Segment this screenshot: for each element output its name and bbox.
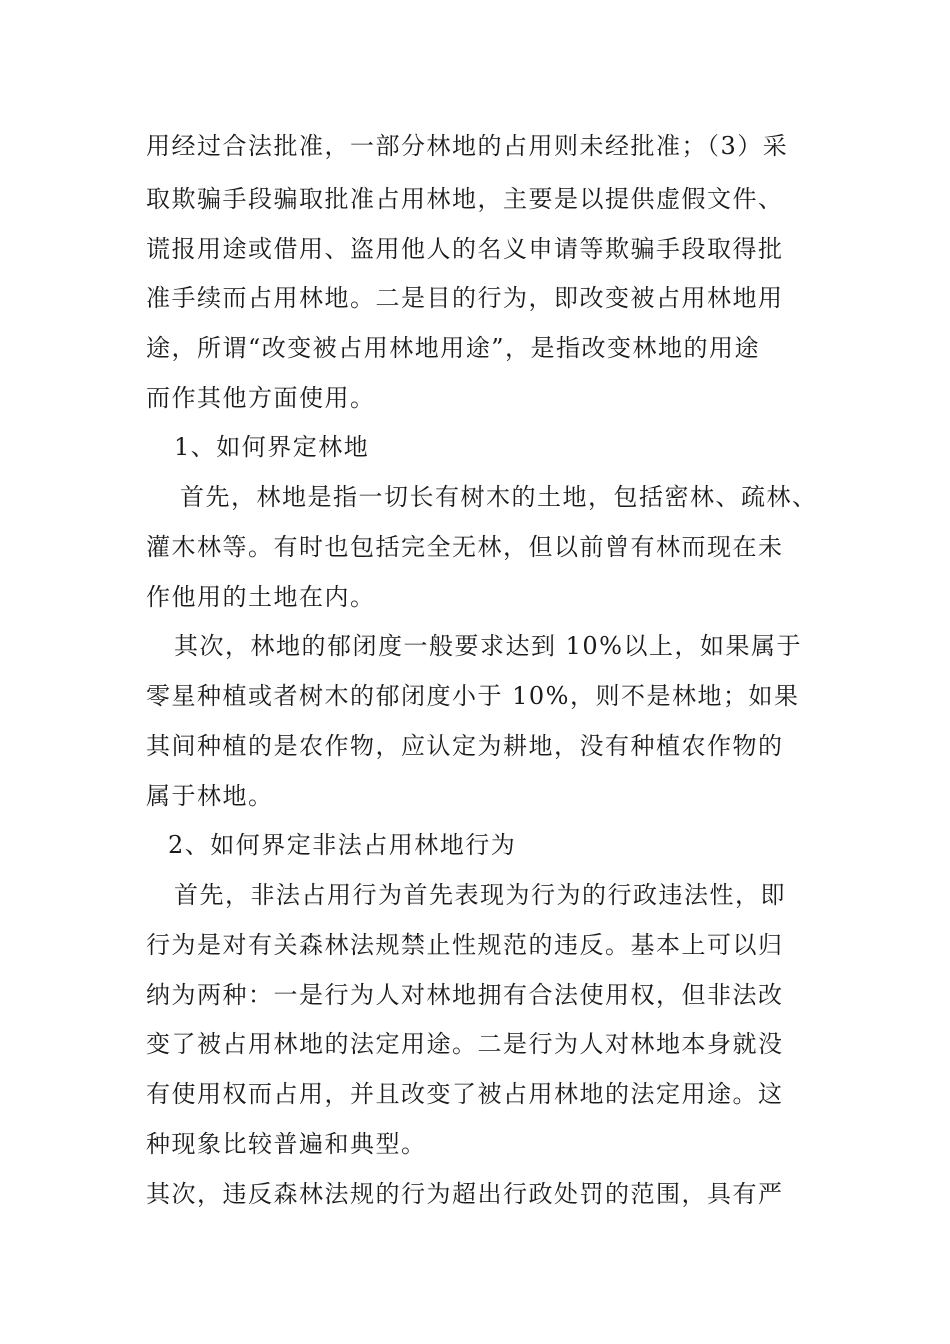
text-line: 其次，林地的郁闭度一般要求达到 10%以上，如果属于 <box>174 632 802 660</box>
text-line: 而作其他方面使用。 <box>146 384 376 412</box>
text-line: 变了被占用林地的法定用途。二是行为人对林地本身就没 <box>146 1030 784 1058</box>
text-line: 首先，林地是指一切长有树木的土地，包括密林、疏林、 <box>180 483 818 511</box>
text-line: 取欺骗手段骗取批准占用林地，主要是以提供虚假文件、 <box>146 185 784 213</box>
text-line: 纳为两种：一是行为人对林地拥有合法使用权，但非法改 <box>146 981 784 1009</box>
text-line: 作他用的土地在内。 <box>146 583 376 611</box>
text-line: 谎报用途或借用、盗用他人的名义申请等欺骗手段取得批 <box>146 235 784 263</box>
text-line: 有使用权而占用，并且改变了被占用林地的法定用途。这 <box>146 1080 784 1108</box>
text-line: 首先，非法占用行为首先表现为行为的行政违法性，即 <box>174 881 786 909</box>
text-line: 准手续而占用林地。二是目的行为，即改变被占用林地用 <box>146 284 784 312</box>
section-heading: 2、如何界定非法占用林地行为 <box>168 831 517 859</box>
text-line: 零星种植或者树木的郁闭度小于 10%，则不是林地；如果 <box>146 682 800 710</box>
section-heading: 1、如何界定林地 <box>174 433 370 461</box>
text-line: 其次，违反森林法规的行为超出行政处罚的范围，具有严 <box>146 1180 784 1208</box>
text-line: 属于林地。 <box>146 782 274 810</box>
text-line: 灌木林等。有时也包括完全无林，但以前曾有林而现在未 <box>146 533 784 561</box>
text-line: 种现象比较普遍和典型。 <box>146 1130 427 1158</box>
text-line: 其间种植的是农作物，应认定为耕地，没有种植农作物的 <box>146 732 784 760</box>
text-line: 途，所谓“改变被占用林地用途”，是指改变林地的用途 <box>146 334 761 362</box>
text-line: 用经过合法批准，一部分林地的占用则未经批准；（3）采 <box>146 132 789 160</box>
text-line: 行为是对有关森林法规禁止性规范的违反。基本上可以归 <box>146 931 784 959</box>
